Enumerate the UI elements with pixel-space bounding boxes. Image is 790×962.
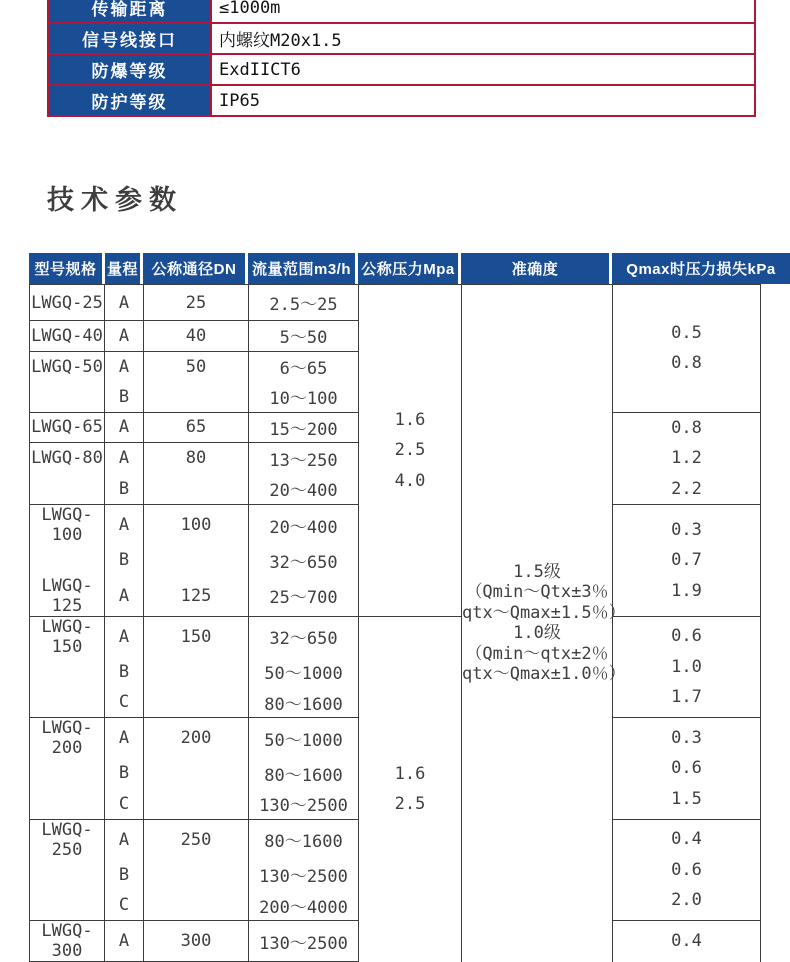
range-code-cell: A — [105, 576, 144, 617]
dn-cell — [144, 860, 249, 891]
model-cell — [30, 545, 105, 576]
flow-range-cell: 80～1600 — [249, 758, 359, 789]
pressure-loss-value: 2.0 — [671, 890, 702, 910]
dn-cell: 150 — [144, 616, 249, 657]
dn-cell: 125 — [144, 576, 249, 617]
pressure-value: 4.0 — [394, 470, 426, 491]
range-code-cell: A — [105, 412, 144, 443]
flow-range-cell: 200～4000 — [249, 890, 359, 921]
flow-range-cell: 50～1000 — [249, 657, 359, 688]
flow-range-cell: 2.5～25 — [249, 285, 359, 321]
pressure-loss-value: 0.7 — [671, 550, 702, 570]
pressure-value: 1.6 — [394, 409, 426, 430]
spec-row — [48, 54, 755, 85]
params-header-cell: 量程 — [105, 253, 140, 284]
params-table — [29, 284, 761, 962]
pressure-loss-value: 0.4 — [671, 931, 702, 951]
accuracy-cell — [462, 285, 626, 962]
params-header-cell: 公称压力Mpa — [358, 253, 458, 284]
range-code-cell: C — [105, 890, 144, 921]
params-header-cell: 型号规格 — [29, 253, 102, 284]
dn-cell — [144, 789, 249, 820]
pressure-loss-cell — [613, 921, 761, 962]
model-cell — [30, 758, 105, 789]
range-code-cell: A — [105, 443, 144, 474]
dn-cell — [144, 758, 249, 789]
range-code-cell: A — [105, 819, 144, 860]
accuracy-line: （Qmin～qtx±2％ — [465, 643, 609, 664]
model-cell: LWGQ-300 — [30, 921, 105, 962]
range-code-cell: B — [105, 382, 144, 413]
accuracy-line: （Qmin～Qtx±3％ — [465, 582, 609, 603]
range-code-cell: A — [105, 616, 144, 657]
spec-row — [48, 85, 755, 116]
pressure-cell — [359, 285, 462, 617]
model-cell — [30, 474, 105, 505]
flow-range-cell: 50～1000 — [249, 718, 359, 759]
pressure-loss-value: 0.5 — [671, 322, 702, 343]
params-header-cell: 准确度 — [461, 253, 609, 284]
pressure-cell — [359, 616, 462, 962]
pressure-loss-value: 0.6 — [671, 859, 702, 880]
pressure-loss-value: 1.7 — [671, 687, 702, 707]
range-code-cell: B — [105, 657, 144, 688]
dn-cell — [144, 474, 249, 505]
pressure-loss-value: 0.8 — [671, 353, 702, 374]
flow-range-cell: 20～400 — [249, 474, 359, 505]
dn-cell — [144, 890, 249, 921]
params-tbody — [30, 285, 761, 962]
spec-value-cell: IP65 — [211, 85, 755, 116]
dn-cell — [144, 657, 249, 688]
params-header-cell: Qmax时压力损失kPa — [612, 253, 790, 284]
range-code-cell: C — [105, 687, 144, 718]
model-cell: LWGQ-80 — [30, 443, 105, 474]
pressure-loss-cell — [613, 505, 761, 617]
accuracy-line: qtx～Qmax±1.0％） — [462, 664, 626, 685]
dn-cell: 50 — [144, 351, 249, 382]
spec-label-cell: 防护等级 — [48, 85, 211, 116]
dn-cell: 100 — [144, 505, 249, 546]
range-code-cell: A — [105, 921, 144, 962]
range-code-cell: B — [105, 474, 144, 505]
spec-value-cell: 内螺纹M20x1.5 — [211, 23, 755, 54]
accuracy-line: 1.5级 — [513, 561, 561, 582]
dn-cell: 40 — [144, 321, 249, 352]
params-header-cell: 流量范围m3/h — [248, 253, 355, 284]
pressure-loss-value: 1.5 — [671, 788, 702, 809]
range-code-cell: A — [105, 285, 144, 321]
model-cell: LWGQ-200 — [30, 718, 105, 759]
pressure-loss-value: 0.6 — [671, 626, 702, 646]
pressure-loss-value: 0.4 — [671, 829, 702, 849]
range-code-cell: A — [105, 505, 144, 546]
model-cell: LWGQ-25 — [30, 285, 105, 321]
params-header-cell: 公称通径DN — [143, 253, 245, 284]
range-code-cell: A — [105, 351, 144, 382]
model-cell: LWGQ-150 — [30, 616, 105, 657]
pressure-value: 2.5 — [394, 440, 426, 460]
flow-range-cell: 15～200 — [249, 412, 359, 443]
flow-range-cell: 10～100 — [249, 382, 359, 413]
model-cell — [30, 657, 105, 688]
flow-range-cell: 20～400 — [249, 505, 359, 546]
flow-range-cell: 6～65 — [249, 351, 359, 382]
flow-range-cell: 13～250 — [249, 443, 359, 474]
flow-range-cell: 130～2500 — [249, 860, 359, 891]
spec-table — [47, 0, 756, 117]
pressure-loss-value: 0.3 — [671, 519, 702, 540]
dn-cell: 65 — [144, 412, 249, 443]
spec-label-cell: 传输距离 — [48, 0, 211, 23]
dn-cell: 200 — [144, 718, 249, 759]
range-code-cell: A — [105, 718, 144, 759]
dn-cell — [144, 382, 249, 413]
spec-row — [48, 0, 755, 23]
flow-range-cell: 130～2500 — [249, 921, 359, 962]
model-cell — [30, 890, 105, 921]
model-cell — [30, 382, 105, 413]
flow-range-cell: 80～1600 — [249, 819, 359, 860]
pressure-loss-value: 1.2 — [671, 448, 702, 468]
spec-value-cell: ExdIICT6 — [211, 54, 755, 85]
model-cell — [30, 687, 105, 718]
pressure-value: 2.5 — [394, 794, 426, 814]
params-header — [29, 253, 790, 284]
pressure-loss-cell — [613, 616, 761, 718]
dn-cell — [144, 687, 249, 718]
flow-range-cell: 5～50 — [249, 321, 359, 352]
flow-range-cell: 32～650 — [249, 616, 359, 657]
dn-cell: 250 — [144, 819, 249, 860]
table-row — [30, 616, 761, 657]
range-code-cell: B — [105, 758, 144, 789]
range-code-cell: A — [105, 321, 144, 352]
section-title: 技术参数 — [47, 185, 183, 216]
dn-cell — [144, 545, 249, 576]
pressure-loss-cell — [613, 718, 761, 820]
dn-cell: 25 — [144, 285, 249, 321]
pressure-loss-cell — [613, 412, 761, 505]
pressure-loss-value: 1.0 — [671, 656, 702, 677]
pressure-loss-value: 0.3 — [671, 727, 702, 748]
pressure-loss-cell — [613, 819, 761, 921]
model-cell: LWGQ-50 — [30, 351, 105, 382]
pressure-value: 1.6 — [394, 763, 426, 784]
dn-cell: 80 — [144, 443, 249, 474]
model-cell: LWGQ-100 — [30, 505, 105, 546]
pressure-loss-value: 2.2 — [671, 478, 702, 499]
dn-cell: 300 — [144, 921, 249, 962]
spec-label-cell: 防爆等级 — [48, 54, 211, 85]
range-code-cell: C — [105, 789, 144, 820]
model-cell — [30, 789, 105, 820]
flow-range-cell: 25～700 — [249, 576, 359, 617]
pressure-loss-value: 0.6 — [671, 758, 702, 778]
pressure-loss-value: 1.9 — [671, 580, 702, 601]
model-cell — [30, 860, 105, 891]
range-code-cell: B — [105, 860, 144, 891]
model-cell: LWGQ-125 — [30, 576, 105, 617]
model-cell: LWGQ-250 — [30, 819, 105, 860]
flow-range-cell: 32～650 — [249, 545, 359, 576]
flow-range-cell: 80～1600 — [249, 687, 359, 718]
model-cell: LWGQ-65 — [30, 412, 105, 443]
spec-value-cell: ≤1000m — [211, 0, 755, 23]
pressure-loss-cell — [613, 285, 761, 413]
model-cell: LWGQ-40 — [30, 321, 105, 352]
spec-label-cell: 信号线接口 — [48, 23, 211, 54]
range-code-cell: B — [105, 545, 144, 576]
pressure-loss-value: 0.8 — [671, 417, 702, 438]
spec-row — [48, 23, 755, 54]
accuracy-line: qtx～Qmax±1.5％） — [462, 602, 626, 623]
table-row — [30, 285, 761, 321]
flow-range-cell: 130～2500 — [249, 789, 359, 820]
accuracy-line: 1.0级 — [513, 623, 561, 644]
